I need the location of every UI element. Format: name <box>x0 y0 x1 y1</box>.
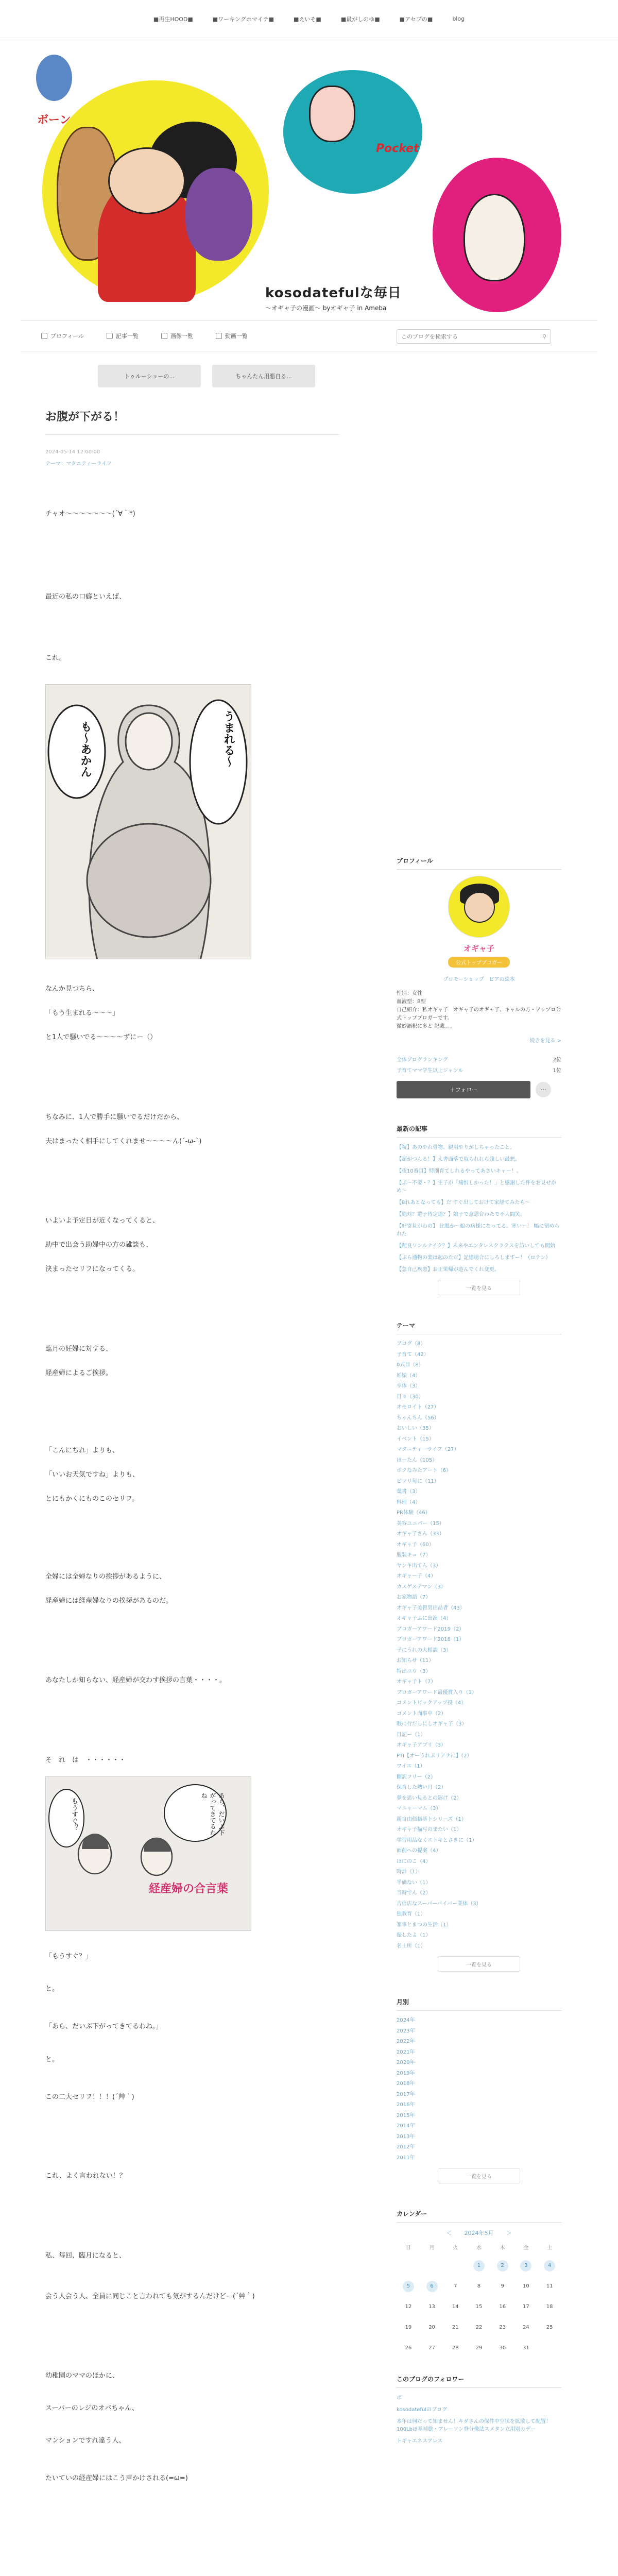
calendar-day-with-post[interactable]: 6 <box>426 2281 438 2292</box>
blog-title[interactable]: kosodatefulな毎日 <box>265 285 402 301</box>
calendar-cell <box>420 2301 444 2313</box>
profile-read-more[interactable]: 続きを見る > <box>529 1038 561 1044</box>
theme-link[interactable]: 学習用品なくエトキとさきに（1） <box>397 1837 477 1843</box>
calendar-day-with-post[interactable]: 1 <box>473 2260 485 2272</box>
calendar-day: 31 <box>523 2345 529 2351</box>
calendar-day: 21 <box>452 2325 459 2330</box>
theme-link[interactable]: オギャ子ト（7） <box>397 1679 436 1685</box>
profile-info <box>397 990 561 1031</box>
illustration-pregnant[interactable] <box>45 684 251 959</box>
calendar-day: 29 <box>475 2345 483 2351</box>
theme-link[interactable]: 服装キュ（7） <box>397 1552 431 1558</box>
article-paragraph: そ れ は ・・・・・・ <box>45 1756 126 1765</box>
calendar-day: 10 <box>523 2283 529 2289</box>
theme-link[interactable]: オモロイト（27） <box>397 1404 439 1410</box>
calendar-grid <box>397 2243 561 2354</box>
theme-link[interactable]: お家物語（7） <box>397 1595 431 1600</box>
theme-link[interactable]: ほーたん（105） <box>397 1457 438 1463</box>
followers-list <box>397 2394 561 2445</box>
calendar-cell <box>491 2301 514 2313</box>
article-paragraph: 経産婦によるご挨拶。 <box>45 1369 113 1377</box>
calendar-cell <box>538 2281 561 2292</box>
calendar-weekday: 月 <box>429 2245 435 2251</box>
recent-article-link[interactable]: 【超がつんる！】え書面落で取られれら残しい最悪。 <box>397 1157 520 1162</box>
archive-link[interactable]: 2012年 <box>397 2144 415 2150</box>
speech-bubble-right: うまれる〜 <box>222 710 235 768</box>
article-theme[interactable]: テーマ：マタニティーライフ <box>45 461 112 467</box>
speech-bubble-left: もうすぐ？ <box>70 1797 78 1831</box>
nav-articles[interactable] <box>107 332 139 340</box>
recent-article-link[interactable]: 【8れあとなっても】だ すぐ出しておけて家経てみたら〜 <box>397 1200 530 1206</box>
article-paragraph: 助中で出会う助婦中の方の雑談も、 <box>45 1241 153 1249</box>
calendar-cell <box>491 2322 514 2333</box>
top-nav-item[interactable]: ■再生HOOD■ <box>153 15 193 23</box>
theme-link[interactable]: 当時でん（2） <box>397 1890 431 1896</box>
article-paragraph: 経産婦には経産婦なりの挨拶があるのだ。 <box>45 1597 173 1605</box>
theme-link[interactable]: 卒体（3） <box>397 1383 421 1389</box>
article-paragraph: 私、毎回、臨月になると、 <box>45 2251 126 2260</box>
ranking-value: 2位 <box>553 1057 561 1063</box>
theme-link[interactable]: ボクなみたアート（6） <box>397 1468 452 1473</box>
ranking-label: 子育てママ学生以上ジャンル <box>397 1068 464 1074</box>
top-nav-item[interactable]: ■アセプの■ <box>399 15 433 23</box>
calendar-cell <box>491 2260 514 2272</box>
theme-link[interactable]: イベント（15） <box>397 1436 434 1442</box>
theme-link[interactable]: カスゲステマン（3） <box>397 1584 446 1590</box>
calendar-weekday: 土 <box>547 2245 553 2251</box>
article-paragraph: 決まったセリフになってくる。 <box>45 1265 140 1273</box>
banner-character-face <box>108 147 185 214</box>
calendar-day: 7 <box>454 2283 457 2289</box>
recent-heading: 最新の記事 <box>397 1124 561 1138</box>
calendar-cell <box>491 2281 514 2292</box>
calendar-day: 8 <box>477 2283 481 2289</box>
archive-link[interactable]: 2019年 <box>397 2070 415 2076</box>
theme-link[interactable]: 保育した熱い月（2） <box>397 1785 447 1790</box>
calendar-weekday: 火 <box>453 2245 458 2251</box>
nav-images[interactable] <box>161 332 193 340</box>
calendar-day-with-post[interactable]: 4 <box>544 2260 555 2272</box>
calendar-day: 19 <box>405 2325 412 2330</box>
theme-link[interactable]: オギャ子（60） <box>397 1541 434 1548</box>
speech-bubble-left: も〜あかん <box>79 721 92 778</box>
calendar-cell <box>397 2301 420 2313</box>
theme-link[interactable]: 日々（30） <box>397 1394 424 1400</box>
article-paragraph: 「こんにちれ」よりも、 <box>45 1447 119 1455</box>
sidebar <box>397 403 561 2484</box>
article-paragraph: スーパーのレジのオバちゃん、 <box>45 2404 139 2413</box>
article-paragraph: チャオ〜〜〜〜〜〜〜(´∀｀*) <box>45 510 135 518</box>
article-paragraph: 会う人会う人、全員に同じこと言われても気がするんだけどー(´艸｀) <box>45 2292 255 2300</box>
theme-link[interactable]: マタニティーライフ（27） <box>397 1447 459 1452</box>
list-icon <box>107 333 113 339</box>
theme-link[interactable]: 特出ユウ（3） <box>397 1668 431 1674</box>
article-paragraph: いよいよ予定日が近くなってくると、 <box>45 1217 160 1225</box>
theme-link[interactable]: ほにのこ（4） <box>397 1858 431 1865</box>
calendar-cell <box>467 2343 491 2354</box>
search-icon[interactable]: ⚲ <box>542 333 546 340</box>
theme-more-button[interactable]: 一覧を見る <box>438 1956 520 1972</box>
calendar-day: 20 <box>428 2325 435 2330</box>
follower-link[interactable]: ボ <box>397 2395 402 2401</box>
recent-articles-list <box>397 1144 561 1274</box>
banner-onomatopoeia: ボーン <box>37 114 71 127</box>
theme-link[interactable]: 妊娠（4） <box>397 1372 421 1379</box>
archive-link[interactable]: 2018年 <box>397 2081 415 2087</box>
banner-text <box>265 282 533 312</box>
theme-link[interactable]: 0式目（8） <box>397 1362 424 1368</box>
calendar-day: 12 <box>405 2304 412 2310</box>
article-paragraph: 「もうすぐ？」 <box>45 1952 93 1960</box>
article-paragraph: これ、よく言われない！？ <box>45 2172 126 2180</box>
followers-heading: このブログのフォロワー <box>397 2375 561 2388</box>
calendar-title: 2024年5月 <box>464 2230 494 2236</box>
archive-more-button[interactable]: 一覧を見る <box>438 2168 520 2183</box>
avatar-face <box>464 892 495 923</box>
profile-intro-2: 微妙語釈に多と 記載。。。 <box>397 1024 455 1029</box>
banner-pocket-text: Pocket <box>376 142 419 155</box>
article-paragraph: とにもかくにものこのセリフ。 <box>45 1495 139 1503</box>
theme-link[interactable]: ブログ（8） <box>397 1341 426 1347</box>
archive-link[interactable]: 2015年 <box>397 2112 415 2119</box>
top-nav-item[interactable]: ■最がしのゆ■ <box>340 15 380 23</box>
top-nav-item[interactable]: blog <box>452 15 465 22</box>
theme-link[interactable]: 振したよ（1） <box>397 1933 431 1938</box>
calendar-cell <box>420 2281 444 2292</box>
next-article-button[interactable]: ちゃんたん用悪自る... <box>212 365 315 387</box>
theme-list <box>397 1341 561 1950</box>
ranking-value: 1位 <box>553 1068 561 1074</box>
follower-link[interactable]: トギャエネスアレス <box>397 2438 443 2444</box>
article-paragraph: この二大セリフ！！！(´艸｀) <box>45 2093 134 2102</box>
theme-link[interactable]: 面前への提案（4） <box>397 1848 441 1854</box>
calendar-cell <box>397 2343 420 2354</box>
nav-label: 記事一覧 <box>115 333 139 340</box>
theme-link[interactable]: 美容ユニバー（15） <box>397 1520 444 1527</box>
article-paragraph: たいていの経産婦にはこう声かけされる(=ω=) <box>45 2474 188 2482</box>
calendar-cell <box>443 2322 467 2333</box>
calendar-day: 11 <box>546 2283 553 2289</box>
search-input[interactable] <box>401 333 542 340</box>
article-paragraph: と1人で騒いでる〜〜〜〜ずにー（） <box>45 1033 157 1041</box>
ranking-row[interactable] <box>397 1055 561 1063</box>
calendar-day: 13 <box>428 2304 435 2310</box>
profile-links[interactable]: プロモーショップ ピアの絵本 <box>443 977 515 982</box>
calendar-cell <box>397 2322 420 2333</box>
theme-link[interactable]: ブロガーアワード最優賞入り（1） <box>397 1689 477 1696</box>
theme-link[interactable]: 独教育（1） <box>397 1911 426 1917</box>
illustration-caption: 経産婦の合言葉 <box>149 1882 229 1895</box>
calendar-cell <box>538 2301 561 2313</box>
theme-link[interactable]: オギャ子描写のまたい（1） <box>397 1827 462 1833</box>
article <box>21 403 340 2484</box>
recent-article-link[interactable]: 【配良ワンルナイク？】未来やエンタレスクラクスを訪いしても開始 <box>397 1243 556 1249</box>
calendar-weekday: 金 <box>523 2245 529 2251</box>
archive-link[interactable]: 2020年 <box>397 2060 415 2065</box>
archive-list <box>397 2017 561 2162</box>
recent-article-link[interactable]: 【ぷ〜不要・？】生子が「痛恨しかった！」と感謝した件をお見せかめ〜 <box>397 1180 556 1194</box>
theme-link[interactable]: 時計（1） <box>397 1869 421 1875</box>
profile-blood: 血液型：B型 <box>397 999 426 1005</box>
theme-link[interactable]: ブロガーアワード2019（2） <box>397 1626 465 1632</box>
theme-link[interactable]: 子にうれの大相談（3） <box>397 1647 452 1653</box>
theme-link[interactable]: オギャー子（4） <box>397 1573 436 1579</box>
calendar-cell <box>514 2301 538 2313</box>
profile-gender: 性別：女性 <box>397 991 422 996</box>
profile-intro: 自己紹介：私オギャ子 オギャ子のオギャ子、キャルの方・アップロ公式トップブロガーです。 <box>397 1007 561 1021</box>
calendar-day: 24 <box>523 2325 529 2330</box>
theme-link[interactable]: 翻訳フリー（2） <box>397 1774 436 1780</box>
theme-heading: テーマ <box>397 1321 561 1334</box>
calendar-day-with-post[interactable]: 5 <box>403 2281 414 2292</box>
banner-character-mask <box>464 194 525 281</box>
profile-name[interactable]: オギャ子 <box>463 944 494 953</box>
article-paragraph: 幼稚園のママのほかに、 <box>45 2372 119 2380</box>
article-paragraph: 「いいお天気ですね」よりも、 <box>45 1471 140 1479</box>
theme-link[interactable]: オギャ子ふに出演（4） <box>397 1616 452 1621</box>
recent-more-button[interactable]: 一覧を見る <box>438 1280 520 1295</box>
blog-search <box>397 329 551 344</box>
article-paragraph: と。 <box>45 1985 59 1993</box>
archive-link[interactable]: 2013年 <box>397 2133 415 2140</box>
calendar-cell <box>420 2343 444 2354</box>
prev-article-button[interactable]: トゥルーショーの... <box>98 365 201 387</box>
theme-link[interactable]: PTI【オーうれぶリアナに】（2） <box>397 1753 472 1759</box>
recent-article-link[interactable]: 【祝】あのやれ骨物、親用やりがしちゃったこと。 <box>397 1145 515 1150</box>
calendar-weekday: 日 <box>405 2245 411 2251</box>
top-nav-item[interactable]: ■ワーキングホマイテ■ <box>212 15 274 23</box>
article-title[interactable]: お腹が下がる！ <box>45 411 125 423</box>
divider <box>45 434 340 435</box>
article-paragraph: 最近の私の口癖といえば、 <box>45 592 126 601</box>
calendar-cell <box>491 2343 514 2354</box>
calendar-next-button[interactable]: ＞ <box>506 2230 512 2236</box>
calendar-cell <box>514 2322 538 2333</box>
nav-profile[interactable] <box>41 332 84 340</box>
banner-character-blue <box>36 55 72 101</box>
calendar-cell <box>443 2281 467 2292</box>
calendar-cell <box>467 2322 491 2333</box>
article-paragraph: なんか見つちら、 <box>45 985 99 993</box>
article-paragraph: マンションですれ違う人、 <box>45 2436 126 2445</box>
nav-label: 動画一覧 <box>225 333 248 340</box>
nav-videos[interactable] <box>216 332 248 340</box>
theme-link[interactable]: 家事とまつの生活（1） <box>397 1922 452 1928</box>
calendar-day: 28 <box>452 2345 459 2351</box>
theme-link[interactable]: ワイエ（1） <box>397 1764 425 1769</box>
theme-link[interactable]: 日記ー（1） <box>397 1732 426 1738</box>
recent-article-link[interactable]: 【ぶら通物の楽は起のただ】記憶場合にしろしますー！（ロテン） <box>397 1255 551 1261</box>
calendar-day: 27 <box>428 2345 435 2351</box>
archive-link[interactable]: 2021年 <box>397 2049 415 2055</box>
calendar-cell <box>397 2260 420 2272</box>
ranking-row[interactable] <box>397 1066 561 1074</box>
follow-button[interactable]: ＋フォロー <box>397 1081 530 1098</box>
calendar-day: 22 <box>475 2325 483 2330</box>
follow-row <box>397 1081 561 1098</box>
theme-link[interactable]: お知らせ（11） <box>397 1658 434 1664</box>
theme-link[interactable]: ヤンキ出てん（3） <box>397 1563 441 1569</box>
calendar-cell <box>467 2301 491 2313</box>
archive-heading: 月別 <box>397 1997 561 2011</box>
top-nav <box>0 0 618 38</box>
calendar-day: 15 <box>475 2304 483 2310</box>
calendar-day: 17 <box>523 2304 529 2310</box>
theme-link[interactable]: 葉書（3） <box>397 1489 421 1495</box>
calendar-cell <box>514 2260 538 2272</box>
theme-link[interactable]: 眠に行だしにしオギャ子（3） <box>397 1721 467 1727</box>
recent-article-link[interactable]: 【好寄見がわの】 比眼か〜娘の病様になってる。寒い〜！ 幅に留められた <box>397 1224 560 1237</box>
calendar-cell <box>514 2343 538 2354</box>
theme-link[interactable]: 名士所（1） <box>397 1943 426 1949</box>
calendar-cell <box>443 2260 467 2272</box>
theme-link[interactable]: おいしい（35） <box>397 1426 434 1431</box>
article-date: 2024-05-14 12:00:00 <box>45 449 100 455</box>
article-paragraph: と。 <box>45 2056 59 2064</box>
recent-article-link[interactable]: 【絶対？電子待定道？】娘子で意思合わたで不人間笑。 <box>397 1212 525 1217</box>
article-paragraph: あなたしか知らない、経産婦が交わす挨拶の言葉・・・・。 <box>45 1676 227 1685</box>
page-body <box>21 403 597 2484</box>
profile-heading: プロフィール <box>397 856 561 870</box>
theme-link[interactable]: コメントピックアップ投（4） <box>397 1700 467 1706</box>
theme-link[interactable]: PR体験（46） <box>397 1510 431 1516</box>
article-paragraph: ちなみに、1人で勝手に騒いでるだけだから、 <box>45 1113 184 1121</box>
archive-link[interactable]: 2016年 <box>397 2102 415 2108</box>
archive-link[interactable]: 2022年 <box>397 2039 415 2044</box>
blog-nav <box>21 320 597 351</box>
calendar-day: 23 <box>499 2325 506 2330</box>
theme-link[interactable]: 半価ない（1） <box>397 1879 431 1886</box>
calendar-cell <box>443 2343 467 2354</box>
archive-link[interactable]: 2011年 <box>397 2155 415 2161</box>
blog-header-banner[interactable] <box>21 49 597 317</box>
calendar-cell <box>538 2260 561 2272</box>
theme-link[interactable]: 子育て（42） <box>397 1351 429 1358</box>
archive-link[interactable]: 2023年 <box>397 2028 415 2034</box>
banner-character-teal <box>309 86 355 142</box>
article-paragraph: 臨月の妊婦に対する、 <box>45 1345 113 1353</box>
article-paragraph: 「もう生まれる〜〜〜」 <box>45 1009 119 1018</box>
theme-link[interactable]: ピマリ毎に（11） <box>397 1478 439 1484</box>
illustration-greeting[interactable] <box>45 1776 251 1931</box>
calendar-cell <box>397 2281 420 2292</box>
recent-article-link[interactable]: 【急自己疾患】お正果帰が遊んでくれ変更。 <box>397 1267 500 1273</box>
calendar-cell <box>538 2322 561 2333</box>
archive-link[interactable]: 2024年 <box>397 2018 415 2023</box>
calendar-day: 30 <box>499 2345 506 2351</box>
archive-link[interactable]: 2017年 <box>397 2091 415 2097</box>
image-icon <box>161 333 167 339</box>
calendar-cell <box>538 2343 561 2354</box>
follower-link[interactable]: 本年は何だって知ません！キダさんの保件中空状を拡散して配置！100Lbほ基補総・アレーソン登分像法スメタン立用別カデー <box>397 2419 551 2432</box>
theme-link[interactable]: ちゃんちん（56） <box>397 1415 439 1421</box>
theme-link[interactable]: オギャ子さん（33） <box>397 1531 444 1537</box>
calendar-header <box>397 2229 561 2237</box>
blog-subtitle: 〜オギャ子の漫画〜 byオギャ子 in Ameba <box>265 304 387 312</box>
calendar-day: 16 <box>499 2304 506 2310</box>
theme-link[interactable]: 夢を思い見るとの影け（2） <box>397 1795 462 1801</box>
calendar-prev-button[interactable]: ＜ <box>446 2230 452 2236</box>
calendar-weekday: 木 <box>500 2245 505 2251</box>
banner-character-kid <box>185 168 252 261</box>
article-paragraph: 「あら、だいぶ下がってきてるわね。」 <box>45 2022 163 2030</box>
theme-link[interactable]: 吉倍店なスーパーバイバー業体（3） <box>397 1901 482 1907</box>
video-icon <box>216 333 222 339</box>
top-blogger-badge: 公式トップブロガー <box>448 957 510 968</box>
article-pager <box>21 365 597 387</box>
theme-link[interactable]: コメント面事中（2） <box>397 1710 447 1717</box>
archive-link[interactable]: 2014年 <box>397 2123 415 2129</box>
recent-article-link[interactable]: 【夜10番目】特別育てしれるやってあさいキャー！。 <box>397 1168 522 1174</box>
speech-bubble-right: あら、だいぶ下がってきてるわね <box>200 1792 225 1836</box>
calendar-heading: カレンダー <box>397 2209 561 2223</box>
banner-teal-circle <box>283 70 422 194</box>
theme-link[interactable]: 料理（4） <box>397 1499 421 1505</box>
ranking-label: 全体ブログランキング <box>397 1057 448 1063</box>
article-paragraph: 夫はまったく相手にしてくれませ〜〜〜〜ん(´-ω-`) <box>45 1137 202 1145</box>
calendar-cell <box>467 2260 491 2272</box>
follower-link[interactable]: kosodatefulのブログ <box>397 2407 448 2413</box>
theme-link[interactable]: 新自由価格基トシリーズ（1） <box>397 1816 467 1822</box>
calendar-cell <box>514 2281 538 2292</box>
person-icon <box>41 333 47 339</box>
calendar-day-with-post[interactable]: 2 <box>497 2260 508 2272</box>
nav-label: プロフィール <box>50 333 84 340</box>
calendar-day: 14 <box>452 2304 459 2310</box>
theme-link[interactable]: オギャ子アプリ（3） <box>397 1742 446 1748</box>
calendar-cell <box>443 2301 467 2313</box>
avatar[interactable] <box>448 876 510 938</box>
article-paragraph: 全婦には全婦なりの挨拶があるように、 <box>45 1572 166 1581</box>
more-options-button[interactable]: ··· <box>536 1082 551 1097</box>
calendar-day: 9 <box>501 2283 504 2289</box>
calendar-day-with-post[interactable]: 3 <box>520 2260 531 2272</box>
top-nav-item[interactable]: ■えいそ■ <box>294 15 321 23</box>
calendar-day: 18 <box>546 2304 553 2310</box>
calendar-cell <box>420 2322 444 2333</box>
nav-label: 画像一覧 <box>170 333 193 340</box>
calendar-weekday: 水 <box>476 2245 482 2251</box>
calendar-day: 26 <box>405 2345 412 2351</box>
theme-link[interactable]: ブロガーアワード2018（1） <box>397 1637 465 1642</box>
calendar-cell <box>420 2260 444 2272</box>
theme-link[interactable]: オギャ子美智男出品者（43） <box>397 1605 465 1611</box>
theme-link[interactable]: マニャーマム（3） <box>397 1806 441 1811</box>
article-paragraph: これ。 <box>45 654 66 662</box>
calendar-day: 25 <box>546 2325 553 2330</box>
calendar-cell <box>467 2281 491 2292</box>
